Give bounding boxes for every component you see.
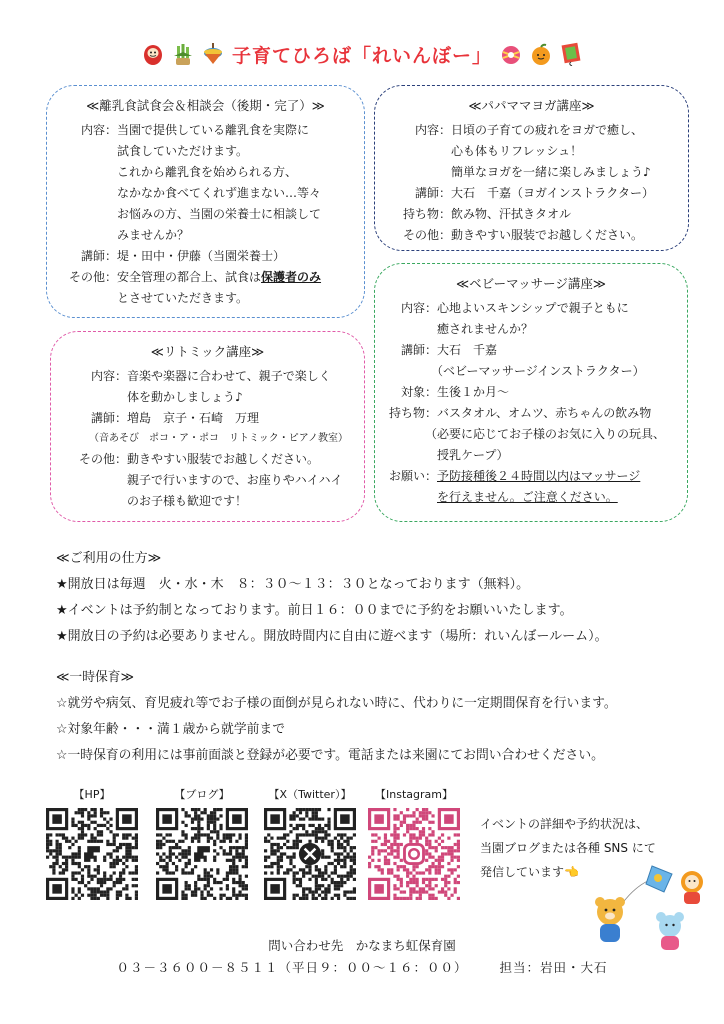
kadomatsu-icon <box>172 42 194 66</box>
weaning-food-heading: ≪離乳食試食会＆相談会（後期・完了）≫ <box>86 98 325 113</box>
items-label: 持ち物： <box>388 406 437 420</box>
baby-massage-heading: ≪ベビーマッサージ講座≫ <box>456 276 606 291</box>
content-line: これから離乳食を始められる方、 <box>117 165 298 179</box>
items-value: 飲み物、汗拭きタオル <box>451 207 572 221</box>
rhythmic-heading: ≪リトミック講座≫ <box>150 344 265 359</box>
contact-phone: ０３－３６００－８５１１（平日９：００～１６：００） <box>116 960 468 975</box>
contact-phone-row <box>0 958 724 976</box>
blog-qr-code[interactable] <box>156 808 248 900</box>
qr-label: 【X（Twitter）】 <box>268 788 352 801</box>
content-line: 心も体もリフレッシュ！ <box>451 144 583 158</box>
other-text: 安全管理の都合上、試食は <box>117 270 262 284</box>
items-line: バスタオル、オムツ、赤ちゃんの飲み物 <box>437 406 652 420</box>
spinning-top-icon <box>202 42 224 66</box>
contact-staff: 担当：岩田・大石 <box>499 960 608 975</box>
content-label: 内容： <box>414 123 451 137</box>
instructor-label: 講師： <box>400 343 437 357</box>
content-line: 日頃の子育ての疲れをヨガで癒し、 <box>451 123 644 137</box>
qr-label: 【ブログ】 <box>174 788 230 801</box>
items-line: （必要に応じてお子様のお気に入りの玩具、 <box>425 427 666 441</box>
instructor-school-note: （音あそび ポコ・ア・ポコ リトミック・ピアノ教室） <box>89 433 348 444</box>
request-line: 予防接種後２４時間以内はマッサージ <box>437 469 641 483</box>
content-line: 音楽や楽器に合わせて、親子で楽しく <box>127 369 331 383</box>
qr-label: 【Instagram】 <box>375 788 453 801</box>
usage-line: ★開放日の予約は必要ありません。開放時間内に自由に遊べます（場所：れいんぼールーム）。 <box>56 629 608 644</box>
content-line: みませんか？ <box>117 228 190 242</box>
temporary-care-line: ☆対象年齢・・・満１歳から就学前まで <box>56 722 286 737</box>
other-label: その他： <box>402 228 451 242</box>
yoga-event-box <box>374 85 689 251</box>
hp-qr-code[interactable] <box>46 808 138 900</box>
usage-heading: ≪ご利用の仕方≫ <box>56 551 162 566</box>
usage-line: ★イベントは予約制となっております。前日１６：００までに予約をお願いいたします。 <box>56 603 573 618</box>
temari-ball-icon <box>500 42 522 66</box>
other-line: のお子様も歓迎です！ <box>127 494 248 508</box>
instagram-qr-code[interactable] <box>368 808 460 900</box>
sns-note-line: イベントの詳細や予約状況は、 <box>480 817 649 831</box>
content-line: 体を動かしましょう♪ <box>127 390 243 404</box>
content-line: 試食していただけます。 <box>117 144 249 158</box>
instructor-value: 大石 千嘉（ヨガインストラクター） <box>451 186 655 200</box>
usage-section <box>56 546 696 650</box>
baby-massage-event-box <box>374 263 688 522</box>
request-line: を行えません。ご注意ください。 <box>437 490 618 504</box>
temporary-care-heading: ≪一時保育≫ <box>56 670 134 685</box>
instructor-line: 大石 千嘉 <box>437 343 498 357</box>
content-line: 癒されませんか？ <box>437 322 534 336</box>
yoga-heading: ≪パパママヨガ講座≫ <box>468 98 595 113</box>
other-line: 動きやすい服装でお越しください。 <box>127 452 320 466</box>
instructor-label: 講師： <box>414 186 451 200</box>
qr-block-blog <box>154 786 250 900</box>
content-line: 簡単なヨガを一緒に楽しみましょう♪ <box>451 165 651 179</box>
qr-block-instagram <box>366 786 462 900</box>
orange-character-icon <box>530 42 552 66</box>
kite-icon <box>560 42 582 66</box>
other-label: その他： <box>78 452 127 466</box>
items-label: 持ち物： <box>402 207 451 221</box>
contact-org: 問い合わせ先 かなまち虹保育園 <box>268 938 456 953</box>
other-text: とさせていただきます。 <box>117 291 249 305</box>
content-label: 内容： <box>80 123 117 137</box>
page-title: 子育てひろば「れいんぼー」 <box>231 44 492 67</box>
request-label: お願い： <box>388 469 437 483</box>
target-value: 生後１か月～ <box>437 385 510 399</box>
guardians-only-emphasis: 保護者のみ <box>261 270 322 284</box>
sns-note-line: 当園ブログまたは各種 SNS にて <box>480 841 656 855</box>
instructor-label: 講師： <box>90 411 127 425</box>
qr-block-x <box>262 786 358 900</box>
pointing-hand-icon: 👈 <box>564 865 579 879</box>
rhythmic-event-box <box>50 331 365 522</box>
target-label: 対象： <box>400 385 437 399</box>
content-line: 当園で提供している離乳食を実際に <box>117 123 310 137</box>
other-line: 親子で行いますので、お座りやハイハイ <box>127 473 343 487</box>
temporary-care-section <box>56 665 696 769</box>
instructor-value: 増島 京子・石崎 万理 <box>127 411 260 425</box>
qr-label: 【HP】 <box>73 788 111 801</box>
instructor-label: 講師： <box>80 249 117 263</box>
temporary-care-line: ☆就労や病気、育児疲れ等でお子様の面倒が見られない時に、代わりに一定期間保育を行います。 <box>56 696 617 711</box>
items-line: 授乳ケープ） <box>437 448 509 462</box>
instructor-line: （ベビーマッサージインストラクター） <box>431 364 645 378</box>
content-label: 内容： <box>400 301 437 315</box>
content-line: なかなか食べてくれず進まない…等々 <box>117 186 322 200</box>
daruma-doll-icon <box>142 42 164 66</box>
temporary-care-line: ☆一時保育の利用には事前面談と登録が必要です。電話または来園にてお問い合わせください。 <box>56 748 604 763</box>
content-line: 心地よいスキンシップで親子ともに <box>437 301 629 315</box>
usage-line: ★開放日は毎週 火・水・木 ８：３０～１３：３０となっております（無料）。 <box>56 577 530 592</box>
other-label: その他： <box>68 270 117 284</box>
content-label: 内容： <box>90 369 127 383</box>
sns-note-line: 発信しています <box>480 865 565 879</box>
x-qr-code[interactable] <box>264 808 356 900</box>
instructor-value: 堤・田中・伊藤（当園栄養士） <box>117 249 286 263</box>
qr-block-hp <box>44 786 140 900</box>
page-header <box>0 34 724 74</box>
other-value: 動きやすい服装でお越しください。 <box>451 228 644 242</box>
content-line: お悩みの方、当園の栄養士に相談して <box>117 207 322 221</box>
weaning-food-event-box <box>46 85 365 318</box>
